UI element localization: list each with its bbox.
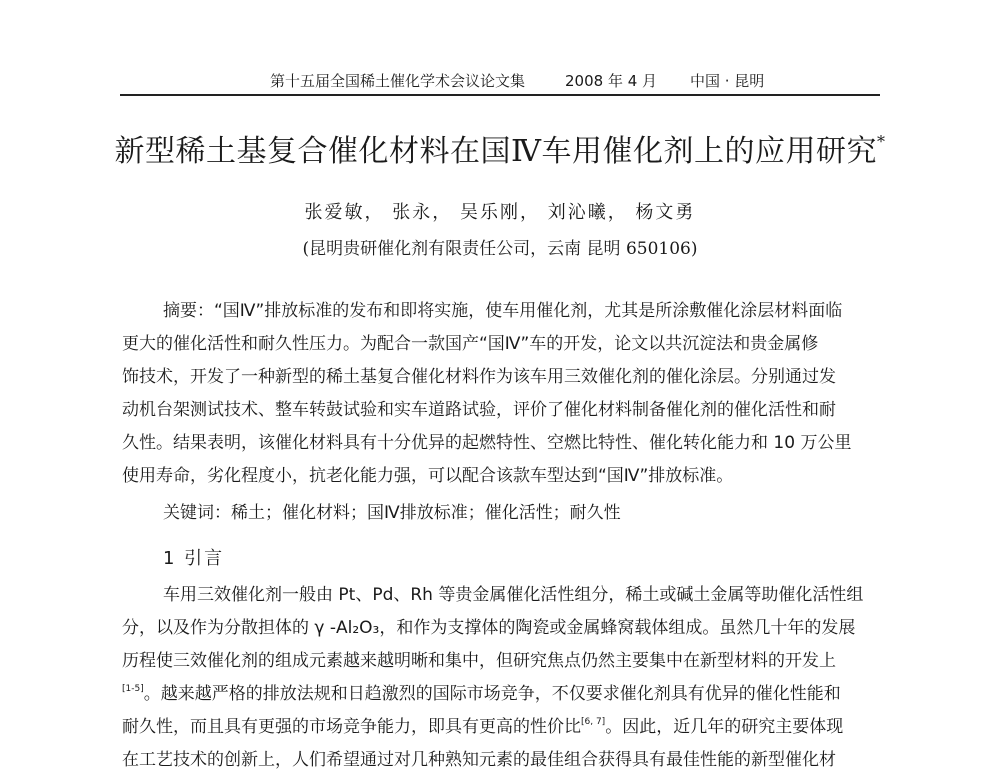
affiliation: (昆明贵研催化剂有限责任公司，云南 昆明 650106) xyxy=(302,239,698,259)
body-line xyxy=(122,679,841,704)
citation-ref: [1-5] xyxy=(122,684,144,694)
body-line: 车用三效催化剂一般由 Pt、Pd、Rh 等贵金属催化活性组分，稀土或碱土金属等助催化活性组 xyxy=(163,585,864,605)
citation-ref: [6, 7] xyxy=(581,717,606,727)
abstract-line: 久性。结果表明，该催化材料具有十分优异的起燃特性、空燃比特性、催化转化能力和 10 万公里 xyxy=(122,433,852,453)
abstract-line: 饰技术，开发了一种新型的稀土基复合催化材料作为该车用三效催化剂的催化涂层。分别通过发 xyxy=(122,367,836,387)
section-heading: 1 引言 xyxy=(163,548,225,569)
keywords: 关键词：稀土；催化材料；国Ⅳ排放标准；催化活性；耐久性 xyxy=(163,503,621,523)
body-line xyxy=(122,712,843,737)
body-line: 分，以及作为分散担体的 γ -Al₂O₃，和作为支撑体的陶瓷或金属蜂窝载体组成。虽然几十年的发展 xyxy=(122,618,856,638)
title-footnote-mark: * xyxy=(876,132,886,151)
body-line-text: 。因此，近几年的研究主要体现 xyxy=(605,717,844,737)
body-line-text: 耐久性，而且具有更强的市场竞争能力，即具有更高的性价比 xyxy=(122,717,581,737)
abstract-line: 更大的催化活性和耐久性压力。为配合一款国产“国Ⅳ”车的开发，论文以共沉淀法和贵金属修 xyxy=(122,334,819,354)
author-list: 张爱敏， 张永， 吴乐刚， 刘沁曦， 杨文勇 xyxy=(304,202,696,223)
paper-title xyxy=(0,126,1000,170)
abstract-line: 使用寿命，劣化程度小，抗老化能力强，可以配合该款车型达到“国Ⅳ”排放标准。 xyxy=(122,466,734,486)
header-conference: 第十五届全国稀土催化学术会议论文集 xyxy=(270,72,526,90)
abstract-line: 动机台架测试技术、整车转鼓试验和实车道路试验，评价了催化材料制备催化剂的催化活性和耐 xyxy=(122,400,836,420)
header-location: 中国 · 昆明 xyxy=(690,72,765,90)
abstract-line: 摘要：“国Ⅳ”排放标准的发布和即将实施，使车用催化剂，尤其是所涂敷催化涂层材料面临 xyxy=(163,301,843,321)
paper-title-text: 新型稀土基复合催化材料在国Ⅳ车用催化剂上的应用研究 xyxy=(114,134,877,169)
header-date: 2008 年 4 月 xyxy=(565,72,658,90)
body-line-text: 。越来越严格的排放法规和日趋激烈的国际市场竞争，不仅要求催化剂具有优异的催化性能和 xyxy=(143,684,841,704)
body-line: 历程使三效催化剂的组成元素越来越明晰和集中，但研究焦点仍然主要集中在新型材料的开发上 xyxy=(122,651,836,671)
body-line: 在工艺技术的创新上，人们希望通过对几种熟知元素的最佳组合获得具有最佳性能的新型催化材 xyxy=(122,750,836,770)
running-header xyxy=(120,62,880,96)
